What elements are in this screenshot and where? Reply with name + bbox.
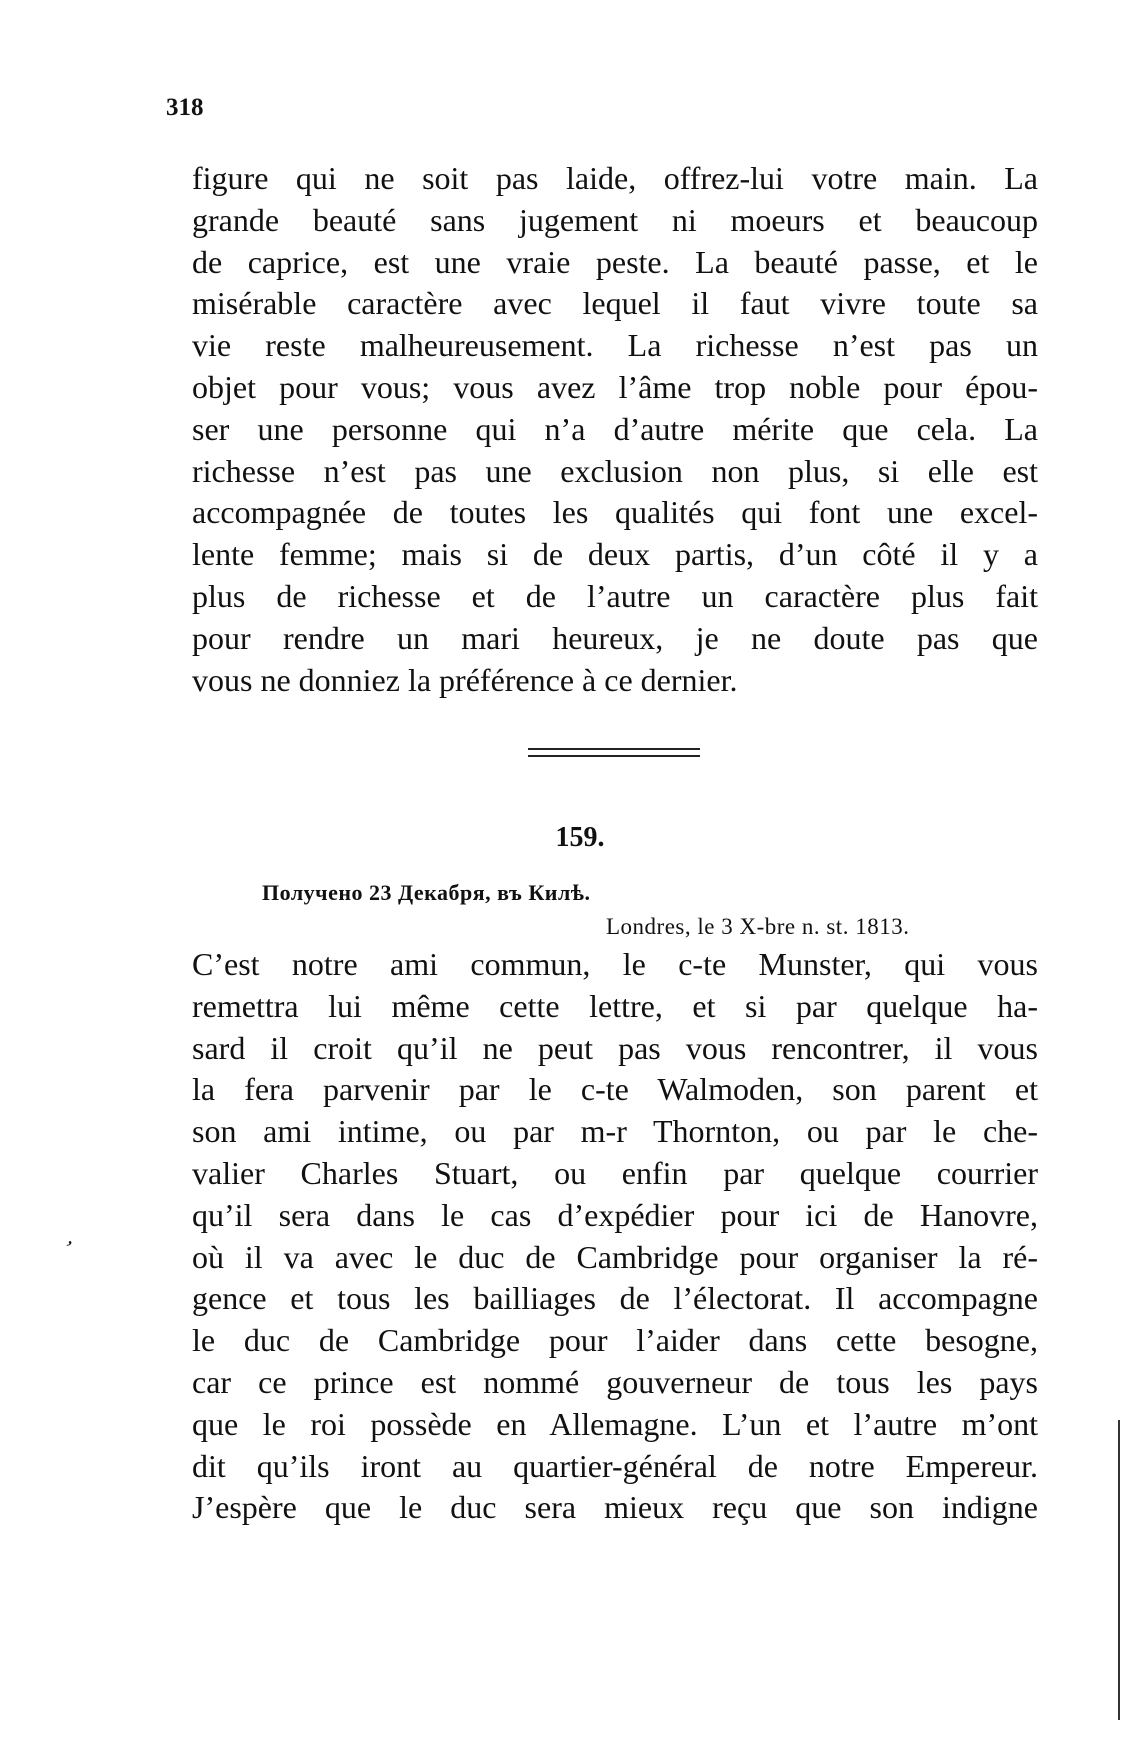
text-line: objet pour vous; vous avez l’âme trop noble pour épou- [192,368,1038,405]
text-line: figure qui ne soit pas laide, offrez-lui votre main. La [192,160,1038,196]
text-line: gence et tous les bailliages de l’électorat. Il accompagne [192,1280,1038,1317]
text-line: vie reste malheureusement. La richesse n’est pas un [192,327,1038,364]
letter-body [192,944,1038,1529]
text-line: plus de richesse et de l’autre un caractère plus fait [192,577,1038,614]
letter-number: 159. [555,822,605,853]
text-line: le duc de Cambridge pour l’aider dans cette besogne, [192,1322,1038,1359]
text-line: richesse n’est pas une exclusion non plus, si elle est [192,452,1038,489]
margin-ink-mark: , [65,1224,81,1250]
letter-dateline: Londres, le 3 X-bre n. st. 1813. [606,914,910,939]
section-divider [528,748,700,757]
text-line: dit qu’ils iront au quartier-général de notre Empereur. [192,1447,1038,1484]
text-line: valier Charles Stuart, ou enfin par quelque courrier [192,1154,1038,1191]
text-line: sard il croit qu’il ne peut pas vous rencontrer, il vous [192,1029,1038,1066]
text-line: qu’il sera dans le cas d’expédier pour ici de Hanovre, [192,1196,1038,1233]
text-line: son ami intime, ou par m-r Thornton, ou par le che- [192,1113,1038,1150]
text-line: car ce prince est nommé gouverneur de tous les pays [192,1363,1038,1400]
text-line: de caprice, est une vraie peste. La beauté passe, et le [192,243,1038,280]
text-line: J’espère que le duc sera mieux reçu que son indigne [192,1489,1038,1526]
page-number: 318 [166,94,204,121]
text-line: où il va avec le duc de Cambridge pour organiser la ré- [192,1238,1038,1275]
text-line: misérable caractère avec lequel il faut vivre toute sa [192,285,1038,322]
text-line: remettra lui même cette lettre, et si par quelque ha- [192,987,1038,1024]
paragraph-continued [192,158,1038,701]
scan-edge-line [1118,1420,1120,1720]
text-line: grande beauté sans jugement ni moeurs et beaucoup [192,201,1038,238]
text-line: accompagnée de toutes les qualités qui font une excel- [192,494,1038,531]
text-line: lente femme; mais si de deux partis, d’un côté il y a [192,536,1038,573]
text-line: C’est notre ami commun, le c-te Munster, qui vous [192,946,1038,982]
text-line: vous ne donniez la préférence à ce dernier. [192,661,738,698]
text-line: ser une personne qui n’a d’autre mérite que cela. La [192,410,1038,447]
text-line: pour rendre un mari heureux, je ne doute pas que [192,619,1038,656]
text-line: que le roi possède en Allemagne. L’un et l’autre m’ont [192,1405,1038,1442]
received-note: Получено 23 Декабря, въ Килѣ. [262,880,591,905]
text-line: la fera parvenir par le c-te Walmoden, son parent et [192,1071,1038,1108]
